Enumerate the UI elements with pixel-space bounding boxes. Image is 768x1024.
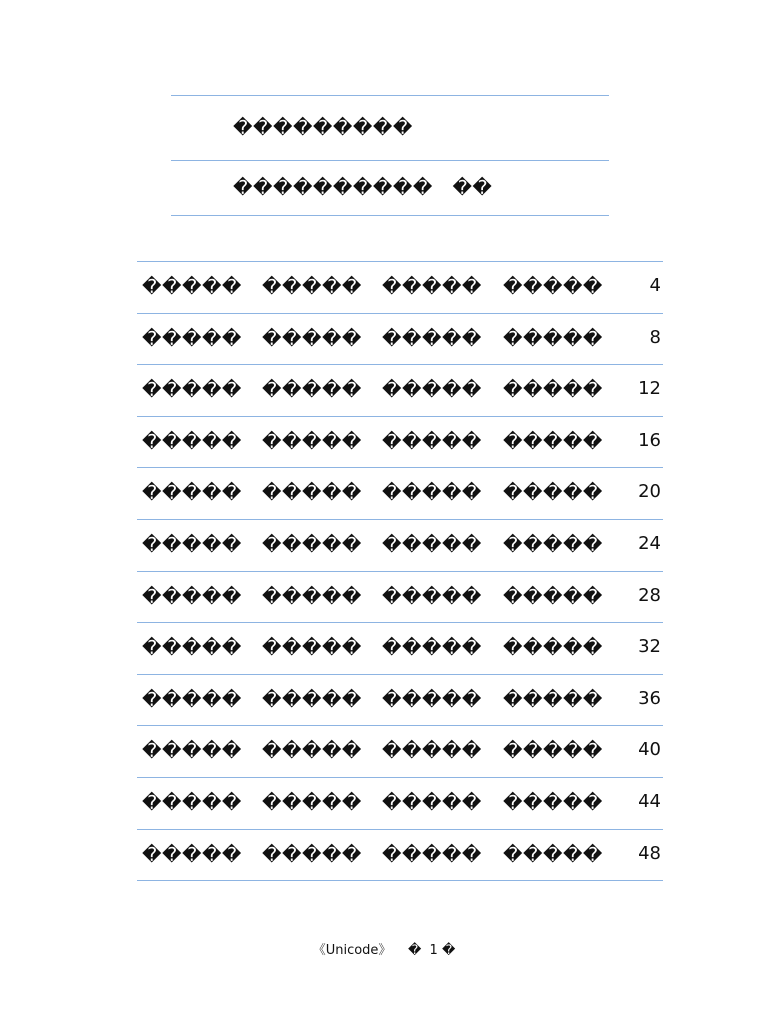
toc-entry-text: �����: [382, 637, 482, 660]
toc-entry-text: �����: [503, 791, 603, 814]
document-header: [171, 95, 609, 216]
toc-entry-text: �����: [503, 740, 603, 763]
header-rule-bottom: [171, 215, 609, 216]
toc-entry-text: �����: [503, 585, 603, 608]
toc-entry-text: �����: [262, 276, 362, 298]
toc-entry-text: �����: [142, 791, 242, 814]
toc-row: [137, 726, 663, 778]
toc-entry-text: �����: [142, 276, 242, 298]
toc-entry-text: �����: [382, 688, 482, 711]
table-of-contents: [137, 261, 663, 881]
toc-entry-text: �����: [503, 327, 603, 350]
header-subtitle-line: ���������� ��: [233, 177, 493, 199]
toc-row: [137, 468, 663, 520]
toc-page-number: 48: [638, 842, 661, 864]
toc-row: [137, 623, 663, 675]
toc-entry-text: �����: [262, 533, 362, 556]
toc-entry-text: �����: [262, 688, 362, 711]
toc-entry-text: �����: [142, 637, 242, 660]
toc-row: [137, 262, 663, 314]
toc-entry-text: �����: [262, 585, 362, 608]
toc-entry-text: �����: [262, 843, 362, 866]
toc-page-number: 32: [638, 636, 661, 658]
toc-entry-text: �����: [142, 482, 242, 505]
toc-page-number: 16: [638, 429, 661, 451]
toc-row: [137, 778, 663, 830]
header-title-line: ���������: [233, 117, 413, 139]
toc-entry-text: �����: [382, 327, 482, 350]
toc-entry-text: �����: [382, 740, 482, 763]
toc-page-number: 8: [649, 326, 661, 348]
toc-row: [137, 675, 663, 727]
toc-row: [137, 830, 663, 882]
toc-entry-text: �����: [382, 482, 482, 505]
toc-entry-text: �����: [142, 430, 242, 453]
toc-entry-text: �����: [262, 791, 362, 814]
toc-entry-text: �����: [142, 533, 242, 556]
toc-entry-text: �����: [503, 482, 603, 505]
toc-row: [137, 417, 663, 469]
toc-entry-text: �����: [262, 482, 362, 505]
toc-entry-text: �����: [262, 430, 362, 453]
toc-row: [137, 314, 663, 366]
toc-page-number: 4: [649, 275, 661, 296]
toc-entry-text: �����: [503, 430, 603, 453]
toc-row: [137, 520, 663, 572]
toc-entry-text: �����: [382, 533, 482, 556]
toc-entry-text: �����: [142, 688, 242, 711]
toc-entry-text: �����: [382, 843, 482, 866]
toc-entry-text: �����: [262, 637, 362, 660]
toc-page-number: 44: [638, 790, 661, 812]
toc-entry-text: �����: [382, 379, 482, 402]
toc-entry-text: �����: [262, 327, 362, 350]
toc-page-number: 36: [638, 687, 661, 709]
toc-entry-text: �����: [142, 379, 242, 402]
toc-entry-text: �����: [503, 688, 603, 711]
page-footer: 《Unicode》 � 1 �: [312, 943, 456, 958]
toc-page-number: 40: [638, 739, 661, 761]
toc-entry-text: �����: [503, 276, 603, 298]
toc-page-number: 20: [638, 481, 661, 503]
toc-entry-text: �����: [382, 430, 482, 453]
toc-entry-text: �����: [262, 379, 362, 402]
toc-entry-text: �����: [382, 585, 482, 608]
toc-entry-text: �����: [382, 276, 482, 298]
toc-page-number: 28: [638, 584, 661, 606]
toc-entry-text: �����: [142, 327, 242, 350]
toc-entry-text: �����: [382, 791, 482, 814]
toc-row: [137, 572, 663, 624]
toc-entry-text: �����: [142, 843, 242, 866]
toc-entry-text: �����: [503, 843, 603, 866]
toc-entry-text: �����: [503, 379, 603, 402]
toc-entry-text: �����: [262, 740, 362, 763]
toc-page-number: 12: [638, 378, 661, 400]
toc-entry-text: �����: [503, 533, 603, 556]
toc-entry-text: �����: [142, 740, 242, 763]
toc-entry-text: �����: [503, 637, 603, 660]
toc-page-number: 24: [638, 532, 661, 554]
toc-entry-text: �����: [142, 585, 242, 608]
toc-row: [137, 365, 663, 417]
